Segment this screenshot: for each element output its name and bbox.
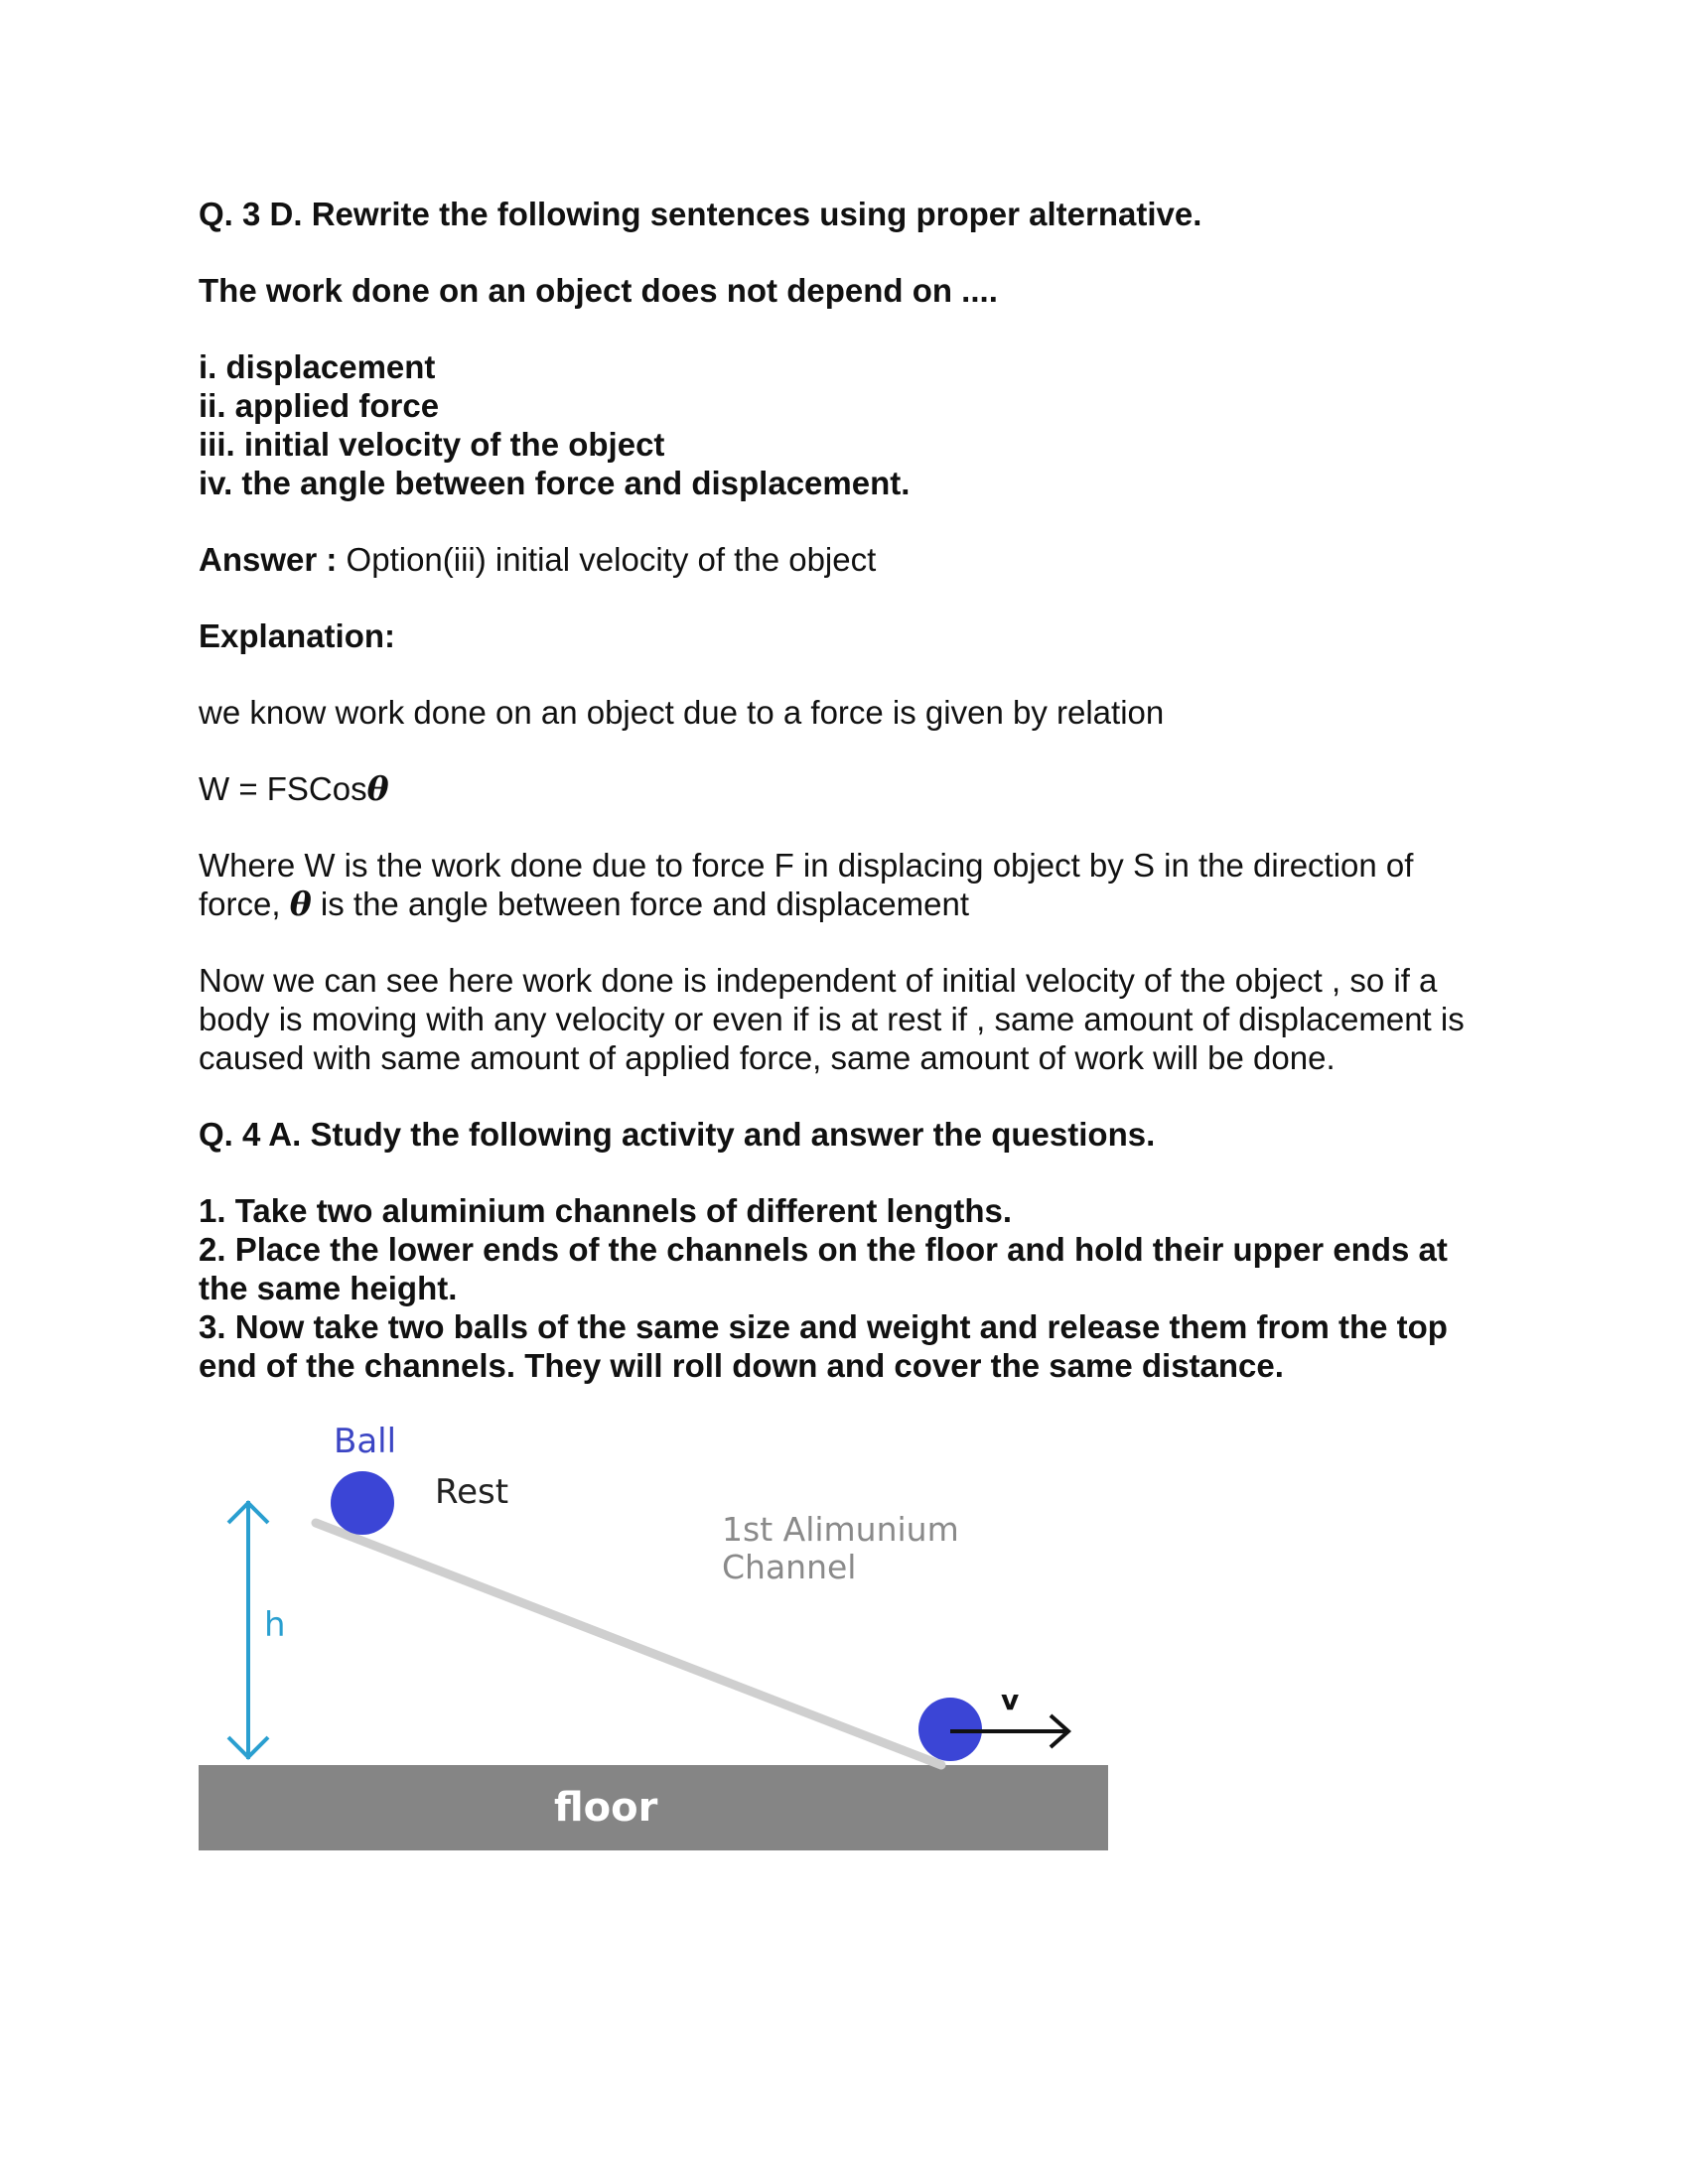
channel-label-line-2: Channel bbox=[722, 1548, 857, 1586]
height-label: h bbox=[264, 1605, 286, 1645]
channel-label-line-1: 1st Alimunium bbox=[722, 1510, 959, 1549]
rest-label: Rest bbox=[435, 1472, 509, 1512]
ball-at-rest bbox=[331, 1471, 394, 1535]
floor-label: floor bbox=[554, 1785, 658, 1831]
q3d-question: The work done on an object does not depend on .... bbox=[199, 272, 998, 309]
now-line-1: Now we can see here work done is independent of initial velocity of the object , so if a bbox=[199, 962, 1438, 999]
explanation-intro: we know work done on an object due to a force is given by relation bbox=[199, 694, 1165, 731]
answer-text: Option(iii) initial velocity of the object bbox=[346, 541, 877, 578]
now-line-2: body is moving with any velocity or even if is at rest if , same amount of displacement is bbox=[199, 1001, 1465, 1037]
document-body bbox=[199, 195, 1489, 1385]
now-paragraph bbox=[199, 961, 1489, 1077]
q4a-steps bbox=[199, 1191, 1489, 1385]
where-line-2-suffix: is the angle between force and displacement bbox=[320, 886, 969, 922]
now-line-3: caused with same amount of applied force, same amount of work will be done. bbox=[199, 1039, 1336, 1076]
diagram-svg bbox=[199, 1420, 1112, 1866]
option-iii: iii. initial velocity of the object bbox=[199, 426, 665, 463]
theta-symbol: θ bbox=[366, 769, 389, 808]
where-paragraph bbox=[199, 846, 1489, 923]
formula-prefix: W = FSCos bbox=[199, 770, 367, 807]
option-i: i. displacement bbox=[199, 348, 436, 385]
velocity-label: v bbox=[1001, 1684, 1020, 1716]
q3d-options bbox=[199, 347, 1489, 502]
where-line-2 bbox=[199, 885, 1489, 923]
q4a-heading: Q. 4 A. Study the following activity and answer the questions. bbox=[199, 1116, 1156, 1153]
q3d-heading: Q. 3 D. Rewrite the following sentences using proper alternative. bbox=[199, 196, 1202, 232]
step-2: 2. Place the lower ends of the channels on the floor and hold their upper ends at bbox=[199, 1231, 1448, 1268]
channel-diagram bbox=[199, 1420, 1112, 1866]
step-1: 1. Take two aluminium channels of different lengths. bbox=[199, 1192, 1013, 1229]
step-3: 3. Now take two balls of the same size and weight and release them from the top bbox=[199, 1308, 1448, 1345]
step-2-cont: the same height. bbox=[199, 1270, 458, 1306]
step-3-cont: end of the channels. They will roll down and cover the same distance. bbox=[199, 1347, 1284, 1384]
work-formula bbox=[199, 769, 1489, 808]
explanation-label: Explanation: bbox=[199, 617, 396, 654]
answer-label: Answer : bbox=[199, 541, 338, 578]
height-arrow bbox=[228, 1501, 268, 1759]
ball-label: Ball bbox=[334, 1422, 397, 1461]
theta-symbol-2: θ bbox=[289, 885, 312, 923]
option-ii: ii. applied force bbox=[199, 387, 440, 424]
answer-line bbox=[199, 540, 1489, 579]
where-line-2-prefix: force, bbox=[199, 886, 281, 922]
option-iv: iv. the angle between force and displacement. bbox=[199, 465, 911, 501]
where-line-1: Where W is the work done due to force F in displacing object by S in the direction of bbox=[199, 847, 1414, 884]
